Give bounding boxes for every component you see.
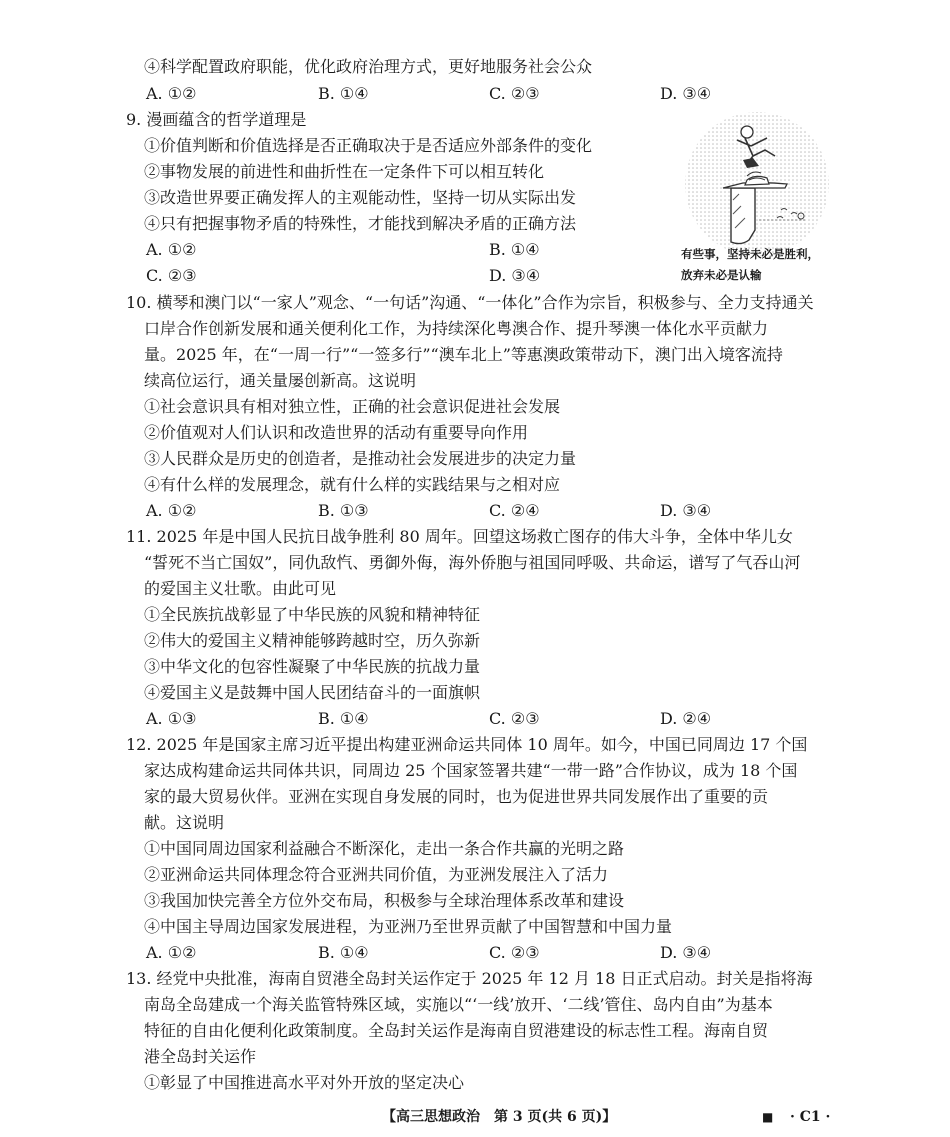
q10-option-c: C. ②④	[489, 501, 540, 520]
page-code: · C1 ·	[790, 1109, 831, 1125]
q9-item-4: ④只有把握事物矛盾的特殊性，才能找到解决矛盾的正确方法	[144, 214, 577, 233]
q13-stem-line-1: 13. 经党中央批准，海南自贸港全岛封关运作定于 2025 年 12 月 18 日正式启动。封关是指将海	[126, 969, 813, 988]
q12-item-1: ①中国同周边国家利益融合不断深化，走出一条合作共赢的光明之路	[144, 839, 625, 858]
q10-item-1: ①社会意识具有相对独立性，正确的社会意识促进社会发展	[144, 397, 561, 416]
q9-item-3: ③改造世界要正确发挥人的主观能动性，坚持一切从实际出发	[144, 188, 577, 207]
q10-option-d: D. ③④	[660, 501, 712, 520]
q11-item-3: ③中华文化的包容性凝聚了中华民族的抗战力量	[144, 657, 481, 676]
q11-option-d: D. ②④	[660, 709, 712, 728]
cartoon-illustration	[683, 110, 831, 258]
q12-stem-line-4: 献。这说明	[144, 813, 225, 832]
q10-item-4: ④有什么样的发展理念，就有什么样的实践结果与之相对应	[144, 475, 561, 494]
q9-option-c: C. ②③	[146, 266, 197, 285]
q10-option-b: B. ①③	[318, 501, 369, 520]
q10-stem-line-1: 10. 横琴和澳门以“一家人”观念、“一句话”沟通、“一体化”合作为宗旨，积极参与、全力支持通关	[126, 293, 814, 312]
q12-option-c: C. ②③	[489, 943, 540, 962]
q9-item-1: ①价值判断和价值选择是否正确取决于是否适应外部条件的变化	[144, 136, 593, 155]
q12-option-a: A. ①②	[146, 943, 197, 962]
prev-option-a: A. ①②	[146, 84, 197, 103]
q13-stem-line-3: 特征的自由化便利化政策制度。全岛封关运作是海南自贸港建设的标志性工程。海南自贸	[144, 1021, 769, 1040]
q11-stem-line-2: “誓死不当亡国奴”，同仇敌忾、勇御外侮，海外侨胞与祖国同呼吸、共命运，谱写了气吞山河	[144, 553, 801, 572]
q9-item-2: ②事物发展的前进性和曲折性在一定条件下可以相互转化	[144, 162, 545, 181]
cartoon-caption-line-2: 放弃未必是认输	[681, 268, 762, 282]
prev-option-d: D. ③④	[660, 84, 712, 103]
q11-option-c: C. ②③	[489, 709, 540, 728]
q10-stem-line-4: 续高位运行，通关量屡创新高。这说明	[144, 371, 417, 390]
q12-stem-line-2: 家达成构建命运共同体共识，同周边 25 个国家签署共建“一带一路”合作协议，成为 18 个国	[144, 761, 798, 780]
q10-item-3: ③人民群众是历史的创造者，是推动社会发展进步的决定力量	[144, 449, 577, 468]
q13-stem-line-2: 南岛全岛建成一个海关监管特殊区域，实施以“‘一线’放开、‘二线’管住、岛内自由”为基本	[144, 995, 773, 1014]
q9-option-a: A. ①②	[146, 240, 197, 259]
q12-item-2: ②亚洲命运共同体理念符合亚洲共同价值，为亚洲发展注入了活力	[144, 865, 609, 884]
q12-option-b: B. ①④	[318, 943, 369, 962]
q9-option-d: D. ③④	[489, 266, 541, 285]
q12-item-4: ④中国主导周边国家发展进程，为亚洲乃至世界贡献了中国智慧和中国力量	[144, 917, 673, 936]
q12-stem-line-3: 家的最大贸易伙伴。亚洲在实现自身发展的同时，也为促进世界共同发展作出了重要的贡	[144, 787, 769, 806]
page-footer-label: 【高三思想政治 第 3 页(共 6 页)】	[382, 1109, 617, 1125]
q12-item-3: ③我国加快完善全方位外交布局，积极参与全球治理体系改革和建设	[144, 891, 625, 910]
q10-item-2: ②价值观对人们认识和改造世界的活动有重要导向作用	[144, 423, 529, 442]
q10-option-a: A. ①②	[146, 501, 197, 520]
q11-item-2: ②伟大的爱国主义精神能够跨越时空，历久弥新	[144, 631, 481, 650]
q11-stem-line-1: 11. 2025 年是中国人民抗日战争胜利 80 周年。回望这场救亡图存的伟大斗争，全体中华儿女	[126, 527, 793, 546]
prev-option-b: B. ①④	[318, 84, 369, 103]
q11-item-1: ①全民族抗战彰显了中华民族的风貌和精神特征	[144, 605, 481, 624]
q10-stem-line-3: 量。2025 年，在“一周一行”“一签多行”“澳车北上”等惠澳政策带动下，澳门出入境客流持	[144, 345, 783, 364]
cartoon-caption-line-1: 有些事，坚持未必是胜利，	[681, 247, 819, 261]
q11-option-b: B. ①④	[318, 709, 369, 728]
q11-option-a: A. ①③	[146, 709, 197, 728]
q12-option-d: D. ③④	[660, 943, 712, 962]
cliff-icon	[731, 188, 755, 244]
person-head-icon	[741, 126, 753, 138]
q9-stem: 9. 漫画蕴含的哲学道理是	[126, 110, 307, 129]
prev-item-4: ④科学配置政府职能，优化政府治理方式，更好地服务社会公众	[144, 57, 593, 76]
q12-stem-line-1: 12. 2025 年是国家主席习近平提出构建亚洲命运共同体 10 周年。如今，中国已同周边 17 个国	[126, 735, 808, 754]
q11-stem-line-3: 的爱国主义壮歌。由此可见	[144, 579, 337, 598]
q9-option-b: B. ①④	[489, 240, 540, 259]
q13-item-1: ①彰显了中国推进高水平对外开放的坚定决心	[144, 1073, 465, 1092]
footer-mark-icon: ■	[762, 1110, 774, 1124]
q11-item-4: ④爱国主义是鼓舞中国人民团结奋斗的一面旗帜	[144, 683, 481, 702]
q10-stem-line-2: 口岸合作创新发展和通关便利化工作，为持续深化粤澳合作、提升琴澳一体化水平贡献力	[144, 319, 769, 338]
prev-option-c: C. ②③	[489, 84, 540, 103]
q13-stem-line-4: 港全岛封关运作	[144, 1047, 257, 1066]
